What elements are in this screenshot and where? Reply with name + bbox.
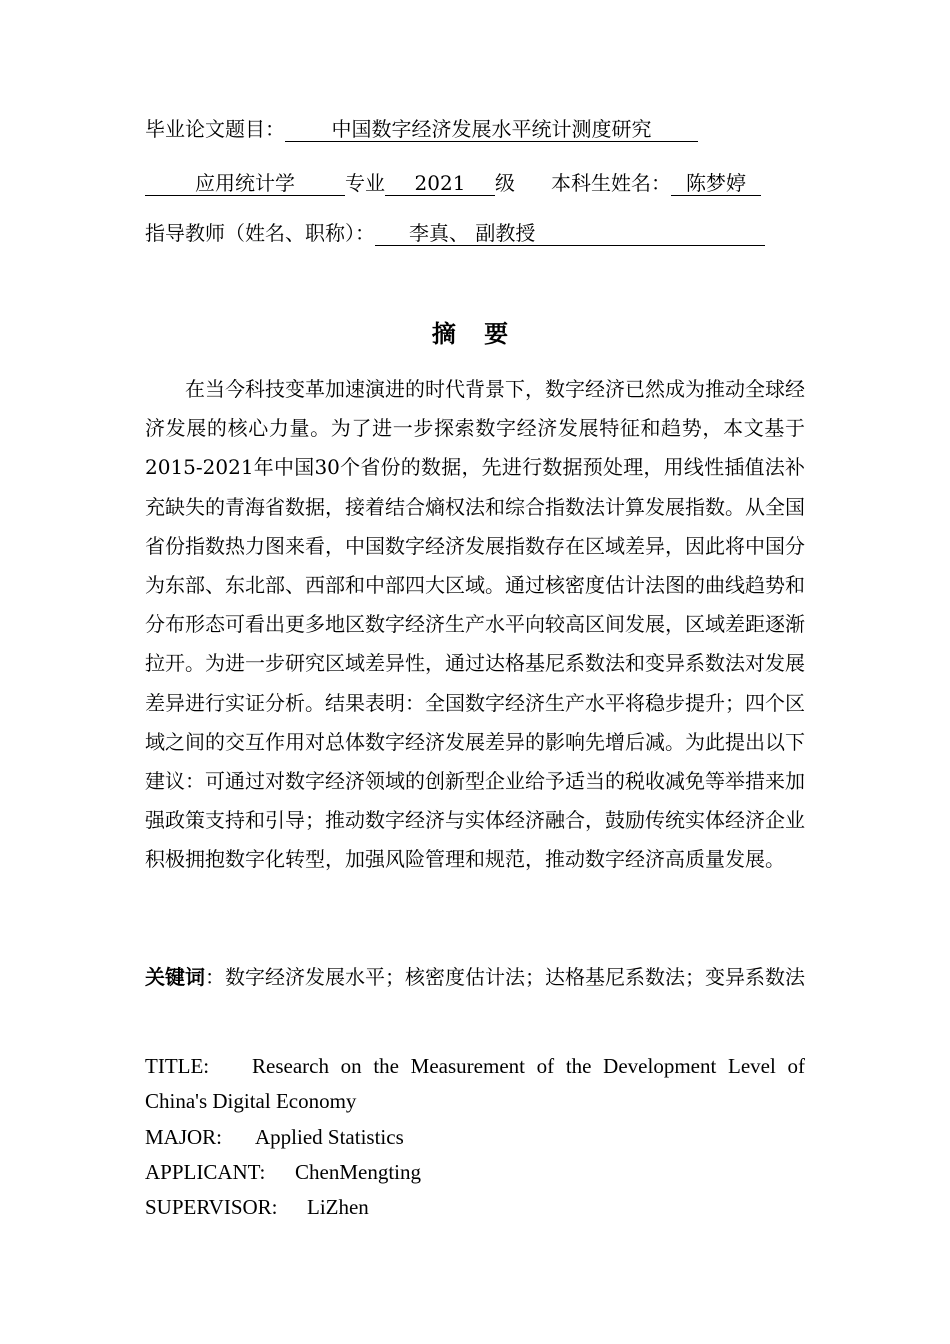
thesis-title-label: 毕业论文题目： (145, 117, 285, 141)
english-supervisor-value: LiZhen (307, 1195, 369, 1219)
english-supervisor-line (145, 1190, 805, 1225)
english-applicant-value: ChenMengting (295, 1160, 421, 1184)
english-major-value: Applied Statistics (255, 1125, 404, 1149)
english-title-value: Research on the Measurement of the Development Level of China's Digital Economy (145, 1054, 805, 1113)
grade-label: 级 (495, 171, 515, 195)
keywords-label: 关键词 (145, 965, 205, 989)
major-value: 应用统计学 (145, 171, 345, 196)
thesis-title-value: 中国数字经济发展水平统计测度研究 (285, 117, 698, 142)
english-applicant-label: APPLICANT: (145, 1160, 266, 1184)
english-major-line (145, 1120, 805, 1155)
english-title-line (145, 1049, 805, 1119)
abstract-body: 在当今科技变革加速演进的时代背景下，数字经济已然成为推动全球经济发展的核心力量。为了进一步探索数字经济发展特征和趋势，本文基于2015-2021年中国30个省份的数据，先进行数据预处理，用线性插值法补充缺失的青海省数据，接着结合熵权法和综合指数法计算发展指数。从全国省份指数热力图来看，中国数字经济发展指数存在区域差异，因此将中国分为东部、东北部、西部和中部四大区域。通过核密度估计法图的曲线趋势和分布形态可看出更多地区数字经济生产水平向较高区间发展，区域差距逐渐拉开。为进一步研究区域差异性，通过达格基尼系数法和变异系数法对发展差异进行实证分析。结果表明：全国数字经济生产水平将稳步提升；四个区域之间的交互作用对总体数字经济发展差异的影响先增后减。为此提出以下建议：可通过对数字经济领域的创新型企业给予适当的税收减免等举措来加强政策支持和引导；推动数字经济与实体经济融合，鼓励传统实体经济企业积极拥抱数字化转型，加强风险管理和规范，推动数字经济高质量发展。 (145, 377, 805, 872)
advisor-line (145, 220, 765, 246)
english-title-label: TITLE: (145, 1054, 210, 1078)
thesis-title-line (145, 116, 698, 142)
keywords-value: ：数字经济发展水平；核密度估计法；达格基尼系数法；变异系数法 (205, 965, 805, 989)
keywords (145, 962, 805, 992)
english-supervisor-label: SUPERVISOR: (145, 1195, 278, 1219)
advisor-value: 李真、 副教授 (375, 221, 765, 246)
advisor-label: 指导教师（姓名、职称）： (145, 221, 375, 245)
major-label: 专业 (345, 171, 385, 195)
english-applicant-line (145, 1155, 805, 1190)
english-major-label: MAJOR: (145, 1125, 223, 1149)
major-grade-name-line (145, 170, 761, 196)
abstract-heading: 摘 要 (431, 320, 519, 348)
grade-value: 2021 (385, 171, 495, 196)
student-name-label: 本科生姓名： (551, 171, 671, 195)
student-name-value: 陈梦婷 (671, 171, 761, 196)
